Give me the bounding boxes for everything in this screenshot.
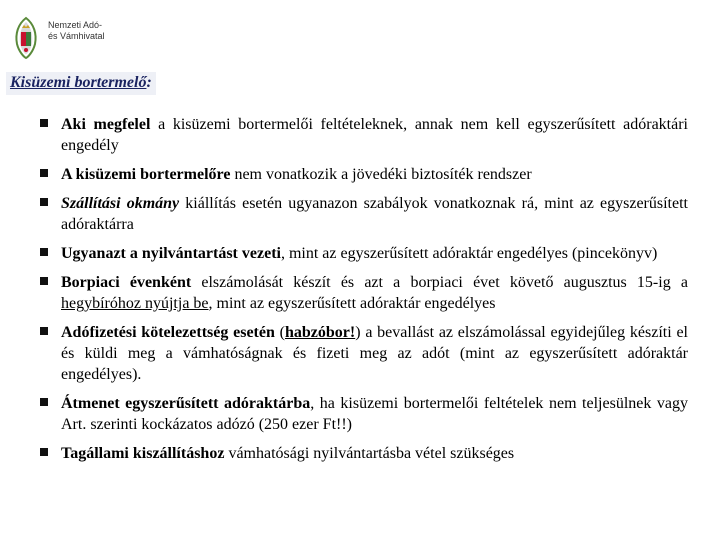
bullet-emphasis: Átmenet egyszerűsített adóraktárba	[61, 395, 311, 412]
bullet-underlined-bold: habzóbor!	[284, 324, 356, 341]
bullet-text: vámhatósági nyilvántartásba vétel szükséges	[224, 445, 515, 462]
bullet-text: nem vonatkozik a jövedéki biztosíték rendszer	[230, 166, 532, 183]
bullet-text-tail: , mint az egyszerűsített adóraktár engedélyes	[208, 295, 496, 312]
square-bullet-icon	[40, 119, 48, 127]
bullet-text-tail: ) a bevallást az elszámolással egyidejűleg készíti el és küldi meg a vámhatóságnak és fizeti meg az adót (mint az egyszerűsített adóraktár engedélyes).	[61, 324, 688, 383]
heading-text: Kisüzemi bortermelő	[10, 74, 147, 91]
square-bullet-icon	[40, 448, 48, 456]
bullet-emphasis: Szállítási okmány	[61, 195, 180, 212]
bullet-emphasis: Tagállami kiszállításhoz	[61, 445, 225, 462]
bullet-emphasis: Ugyanazt a nyilvántartást vezeti	[61, 245, 281, 262]
list-item	[40, 322, 688, 385]
logo-text	[48, 20, 105, 42]
bullet-list	[40, 114, 688, 472]
bullet-text: , ha kisüzemi bortermelői feltételek nem teljesülnek vagy Art. szerinti kockázatos adózó (250 ezer Ft!!)	[61, 395, 689, 433]
list-item	[40, 164, 688, 185]
bullet-text: a kisüzemi bortermelői feltételeknek, annak nem kell egyszerűsített adóraktári engedély	[61, 116, 688, 154]
list-item	[40, 272, 688, 314]
list-item	[40, 243, 688, 264]
hungarian-crest-icon	[10, 14, 42, 60]
section-heading	[6, 72, 156, 95]
square-bullet-icon	[40, 169, 48, 177]
logo-line-1: Nemzeti Adó-	[48, 20, 103, 30]
bullet-text: (	[274, 324, 285, 341]
list-item	[40, 114, 688, 156]
square-bullet-icon	[40, 327, 48, 335]
square-bullet-icon	[40, 248, 48, 256]
nav-logo	[10, 14, 105, 60]
bullet-emphasis: Adófizetési kötelezettség esetén	[61, 324, 275, 341]
list-item	[40, 393, 688, 435]
square-bullet-icon	[40, 277, 48, 285]
bullet-underlined: hegybíróhoz nyújtja be	[61, 295, 209, 312]
logo-line-2: és Vámhivatal	[48, 31, 105, 41]
bullet-text: , mint az egyszerűsített adóraktár engedélyes (pincekönyv)	[280, 245, 658, 262]
bullet-emphasis: A kisüzemi bortermelőre	[61, 166, 231, 183]
list-item	[40, 443, 688, 464]
bullet-text: kiállítás esetén ugyanazon szabályok vonatkoznak rá, mint az egyszerűsített adóraktárra	[61, 195, 688, 233]
heading-colon: :	[146, 74, 152, 91]
square-bullet-icon	[40, 198, 48, 206]
bullet-text: elszámolását készít és azt a borpiaci évet követő augusztus 15-ig a	[191, 274, 688, 291]
bullet-emphasis: Borpiaci évenként	[61, 274, 192, 291]
square-bullet-icon	[40, 398, 48, 406]
list-item	[40, 193, 688, 235]
bullet-emphasis: Aki megfelel	[61, 116, 151, 133]
